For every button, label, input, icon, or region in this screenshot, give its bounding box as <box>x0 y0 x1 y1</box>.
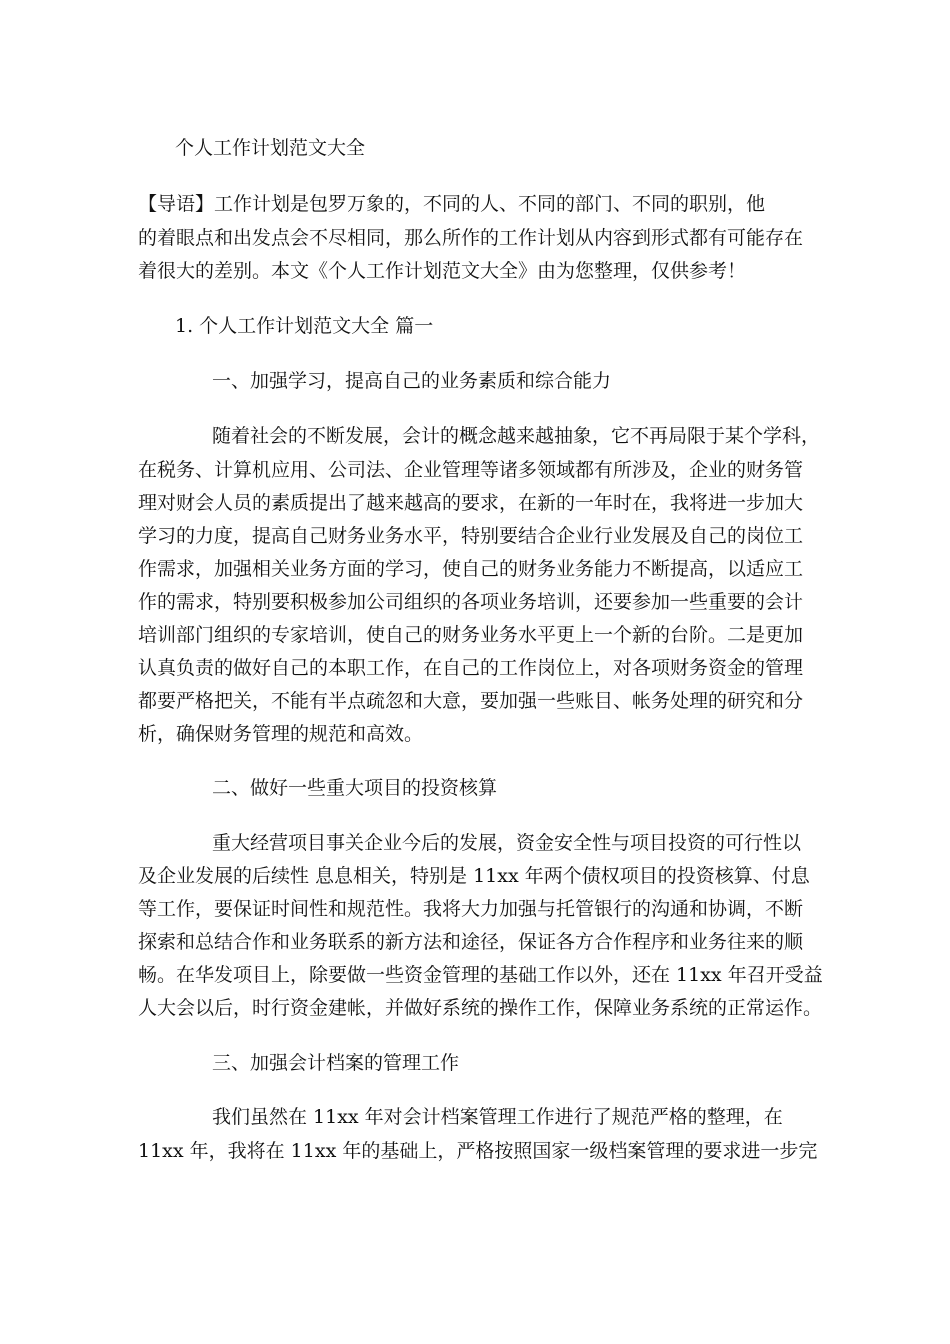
paragraph-line: 作需求，加强相关业务方面的学习，使自己的财务业务能力不断提高，以适应工 <box>138 558 804 580</box>
paragraph-line: 我们虽然在 11xx 年对会计档案管理工作进行了规范严格的整理，在 <box>212 1106 783 1128</box>
paragraph-line: 等工作，要保证时间性和规范性。我将大力加强与托管银行的沟通和协调，不断 <box>138 898 804 920</box>
paragraph-line: 作的需求，特别要积极参加公司组织的各项业务培训，还要参加一些重要的会计 <box>138 591 804 613</box>
paragraph-line: 学习的力度，提高自己财务业务水平，特别要结合企业行业发展及自己的岗位工 <box>138 525 804 547</box>
section-heading: 三、加强会计档案的管理工作 <box>212 1052 460 1074</box>
paragraph-line: 都要严格把关，不能有半点疏忽和大意，要加强一些账目、帐务处理的研究和分 <box>138 690 804 712</box>
paragraph-line: 及企业发展的后续性 息息相关，特别是 11xx 年两个债权项目的投资核算、付息 <box>138 865 810 887</box>
paragraph-line: 随着社会的不断发展，会计的概念越来越抽象，它不再局限于某个学科， <box>212 425 821 447</box>
paragraph-line: 析，确保财务管理的规范和高效。 <box>138 723 424 745</box>
section-heading: 二、做好一些重大项目的投资核算 <box>212 777 498 799</box>
paragraph-line: 认真负责的做好自己的本职工作，在自己的工作岗位上，对各项财务资金的管理 <box>138 657 804 679</box>
intro-line: 的着眼点和出发点会不尽相同，那么所作的工作计划从内容到形式都有可能存在 <box>138 227 804 249</box>
document-title: 个人工作计划范文大全 <box>175 137 366 159</box>
intro-line: 【导语】工作计划是包罗万象的，不同的人、不同的部门、不同的职别，他 <box>138 193 766 215</box>
section-heading: 一、加强学习，提高自己的业务素质和综合能力 <box>212 370 612 392</box>
article-heading: 1. 个人工作计划范文大全 篇一 <box>175 315 434 337</box>
paragraph-line: 在税务、计算机应用、公司法、企业管理等诸多领域都有所涉及，企业的财务管 <box>138 459 804 481</box>
paragraph-line: 培训部门组织的专家培训，使自己的财务业务水平更上一个新的台阶。二是更加 <box>138 624 804 646</box>
paragraph-line: 11xx 年，我将在 11xx 年的基础上，严格按照国家一级档案管理的要求进一步完 <box>138 1140 818 1162</box>
paragraph-line: 理对财会人员的素质提出了越来越高的要求，在新的一年时在，我将进一步加大 <box>138 492 804 514</box>
paragraph-line: 人大会以后，时行资金建帐，并做好系统的操作工作，保障业务系统的正常运作。 <box>138 997 823 1019</box>
paragraph-line: 重大经营项目事关企业今后的发展，资金安全性与项目投资的可行性以 <box>212 832 802 854</box>
paragraph-line: 探索和总结合作和业务联系的新方法和途径，保证各方合作程序和业务往来的顺 <box>138 931 804 953</box>
intro-line: 着很大的差别。本文《个人工作计划范文大全》由为您整理，仅供参考！ <box>138 260 747 282</box>
paragraph-line: 畅。在华发项目上，除要做一些资金管理的基础工作以外，还在 11xx 年召开受益 <box>138 964 823 986</box>
